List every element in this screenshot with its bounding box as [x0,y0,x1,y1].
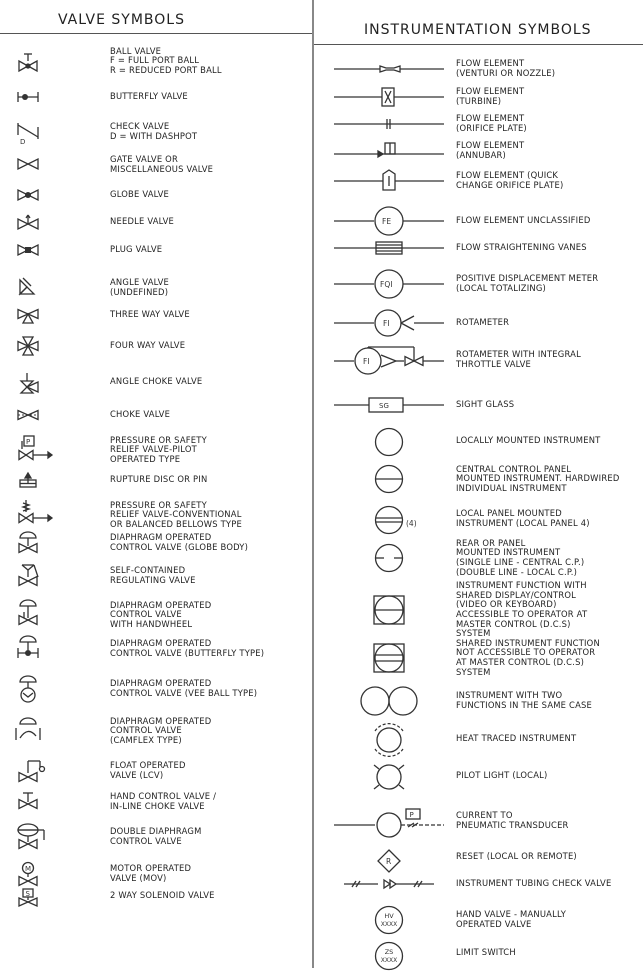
instrumentation-symbols-title: INSTRUMENTATION SYMBOLS [364,22,592,38]
double-diaphragm-valve-icon [12,824,52,854]
shared-display-icon [334,594,444,626]
self-contained-valve-icon [12,563,52,593]
symbol-label: LOCALLY MOUNTED INSTRUMENT [456,435,601,446]
symbol-label: DOUBLE DIAPHRAGM CONTROL VALVE [110,826,202,846]
symbol-label: DIAPHRAGM OPERATED CONTROL VALVE (BUTTERFLY TYPE) [110,638,265,658]
svg-text:P: P [26,438,31,446]
globe-valve-icon [12,186,52,216]
symbol-label: FLOW ELEMENT UNCLASSIFIED [456,215,591,226]
symbol-label: CHECK VALVE D = WITH DASHPOT [110,121,198,141]
symbol-label: PLUG VALVE [110,244,163,255]
local-instrument-icon [334,428,444,456]
symbol-label: FLOW ELEMENT (ANNUBAR) [456,140,525,160]
local-panel-instrument-icon [334,506,444,534]
annubar-flow-element-icon [334,140,444,162]
rupture-disc-icon [12,471,52,501]
shared-not-accessible-icon [334,642,444,674]
symbol-label: INSTRUMENT TUBING CHECK VALVE [456,878,612,889]
relief-valve-icon [12,500,52,530]
needle-valve-icon [12,213,52,243]
svg-text:R: R [386,857,392,866]
symbol-label: CHOKE VALVE [110,409,171,420]
two-function-instrument-icon [334,686,444,716]
symbol-label: LOCAL PANEL MOUNTED INSTRUMENT (LOCAL PANEL 4) [456,508,590,528]
diaphragm-camflex-valve-icon [12,716,52,746]
svg-text:(4): (4) [406,519,417,528]
limit-switch-icon [334,941,444,971]
svg-text:P: P [409,811,414,819]
symbol-label: GATE VALVE OR MISCELLANEOUS VALVE [110,154,214,174]
symbol-label: PRESSURE OR SAFETY RELIEF VALVE-CONVENTIONAL OR BALANCED BELLOWS TYPE [110,499,242,529]
pd-meter-icon [334,270,444,298]
venturi-flow-element-icon [334,58,444,80]
diaphragm-vee-ball-valve-icon [12,676,52,706]
symbol-label: FLOW ELEMENT (ORIFICE PLATE) [456,113,527,133]
svg-text:SG: SG [379,402,389,410]
symbol-label: SIGHT GLASS [456,399,515,410]
angle-choke-valve-icon [12,373,52,403]
three-way-valve-icon [12,306,52,336]
symbol-label: FLOW ELEMENT (TURBINE) [456,86,525,106]
diaphragm-handwheel-valve-icon [12,600,52,630]
symbol-label: FLOAT OPERATED VALVE (LCV) [110,760,186,780]
symbol-label: REAR OR PANEL MOUNTED INSTRUMENT (SINGLE LINE - CENTRAL C.P.) (DOUBLE LINE - LOCAL C.P.) [456,537,585,577]
rotameter-throttle-icon [334,343,454,377]
flow-straightening-vanes-icon [334,240,444,256]
svg-text:FI: FI [383,319,390,328]
svg-text:XXXX: XXXX [380,957,398,964]
symbol-label: DIAPHRAGM OPERATED CONTROL VALVE WITH HANDWHEEL [110,599,212,629]
solenoid-valve-icon [12,888,52,918]
symbol-label: GLOBE VALVE [110,189,170,200]
svg-text:S: S [25,890,30,898]
svg-text:FE: FE [382,217,392,226]
symbol-label: HAND VALVE - MANUALLY OPERATED VALVE [456,909,567,929]
symbol-label: HAND CONTROL VALVE / IN-LINE CHOKE VALVE [110,791,217,811]
angle-valve-icon [12,276,52,306]
symbol-label: CENTRAL CONTROL PANEL MOUNTED INSTRUMENT. HARDWIRED INDIVIDUAL INSTRUMENT [456,463,620,493]
diaphragm-globe-valve-icon [12,530,52,560]
choke-valve-icon [12,406,52,436]
turbine-flow-element-icon [334,86,444,108]
svg-text:M: M [25,865,32,873]
symbol-label: NEEDLE VALVE [110,216,175,227]
four-way-valve-icon [12,337,52,367]
symbol-label: ROTAMETER WITH INTEGRAL THROTTLE VALVE [456,349,581,369]
symbol-label: INSTRUMENT FUNCTION WITH SHARED DISPLAY/CONTROL (VIDEO OR KEYBOARD) ACCESSIBLE TO OPERATOR AT MASTER CONTROL (D.C.S) SYSTEM [456,580,588,639]
symbol-label: FLOW STRAIGHTENING VANES [456,242,587,253]
title-rule [0,33,312,34]
symbol-label: ANGLE CHOKE VALVE [110,376,203,387]
hand-valve-icon [334,905,444,935]
symbol-label: PRESSURE OR SAFETY RELIEF VALVE-PILOT OPERATED TYPE [110,434,207,464]
symbol-label: THREE WAY VALVE [110,309,190,320]
plug-valve-icon [12,241,52,271]
symbol-label: 2 WAY SOLENOID VALVE [110,890,215,901]
symbol-label: POSITIVE DISPLACEMENT METER (LOCAL TOTALIZING) [456,273,599,293]
instrumentation-symbols-column [314,0,643,968]
float-valve-icon [12,759,52,789]
transducer-icon [334,805,454,837]
symbol-label: ROTAMETER [456,317,510,328]
symbol-label: BALL VALVE F = FULL PORT BALL R = REDUCED PORT BALL [110,45,222,75]
symbol-label: INSTRUMENT WITH TWO FUNCTIONS IN THE SAME CASE [456,690,593,710]
symbol-label: RUPTURE DISC OR PIN [110,474,208,485]
butterfly-valve-icon [12,88,52,118]
sight-glass-icon [334,396,444,414]
quick-change-orifice-icon [334,168,444,194]
reset-icon [334,848,444,874]
title-rule [314,44,643,45]
heat-traced-instrument-icon [334,725,444,755]
tubing-check-valve-icon [334,876,444,892]
hand-control-valve-icon [12,790,52,820]
svg-text:HV: HV [384,912,394,920]
symbol-label: DIAPHRAGM OPERATED CONTROL VALVE (CAMFLEX TYPE) [110,715,212,745]
valve-symbols-title: VALVE SYMBOLS [58,12,185,28]
symbol-label: PILOT LIGHT (LOCAL) [456,770,548,781]
symbol-label: BUTTERFLY VALVE [110,91,188,102]
svg-text:FI: FI [363,357,370,366]
symbol-label: DIAPHRAGM OPERATED CONTROL VALVE (VEE BALL TYPE) [110,678,258,698]
symbol-label: LIMIT SWITCH [456,947,516,958]
ball-valve-icon [12,46,52,76]
check-valve-icon [12,119,52,149]
rotameter-icon [334,310,444,336]
gate-valve-icon [12,152,52,182]
orifice-flow-element-icon [334,113,444,135]
symbol-label: MOTOR OPERATED VALVE (MOV) [110,863,192,883]
svg-text:FQI: FQI [380,280,393,289]
symbol-label: RESET (LOCAL OR REMOTE) [456,851,577,862]
diaphragm-butterfly-valve-icon [12,636,52,666]
symbol-label: HEAT TRACED INSTRUMENT [456,733,577,744]
symbol-label: ANGLE VALVE (UNDEFINED) [110,277,169,297]
symbol-label: DIAPHRAGM OPERATED CONTROL VALVE (GLOBE BODY) [110,532,249,552]
svg-text:ZS: ZS [384,948,394,956]
symbol-label: FLOW ELEMENT (QUICK CHANGE ORIFICE PLATE) [456,170,564,190]
symbol-label: CURRENT TO PNEUMATIC TRANSDUCER [456,810,569,830]
flow-element-unclassified-icon [334,208,444,234]
symbol-label: SHARED INSTRUMENT FUNCTION NOT ACCESSIBLE TO OPERATOR AT MASTER CONTROL (D.C.S) SYSTEM [456,637,600,677]
symbol-label: FOUR WAY VALVE [110,340,186,351]
svg-text:D: D [20,138,26,146]
rear-panel-instrument-icon [334,543,444,573]
pilot-light-icon [334,762,444,792]
svg-text:XXXX: XXXX [380,921,398,928]
valve-symbols-column [0,0,312,968]
central-panel-instrument-icon [334,465,444,493]
symbol-label: FLOW ELEMENT (VENTURI OR NOZZLE) [456,58,556,78]
symbol-label: SELF-CONTAINED REGULATING VALVE [110,565,196,585]
pilot-relief-valve-icon [12,435,52,465]
